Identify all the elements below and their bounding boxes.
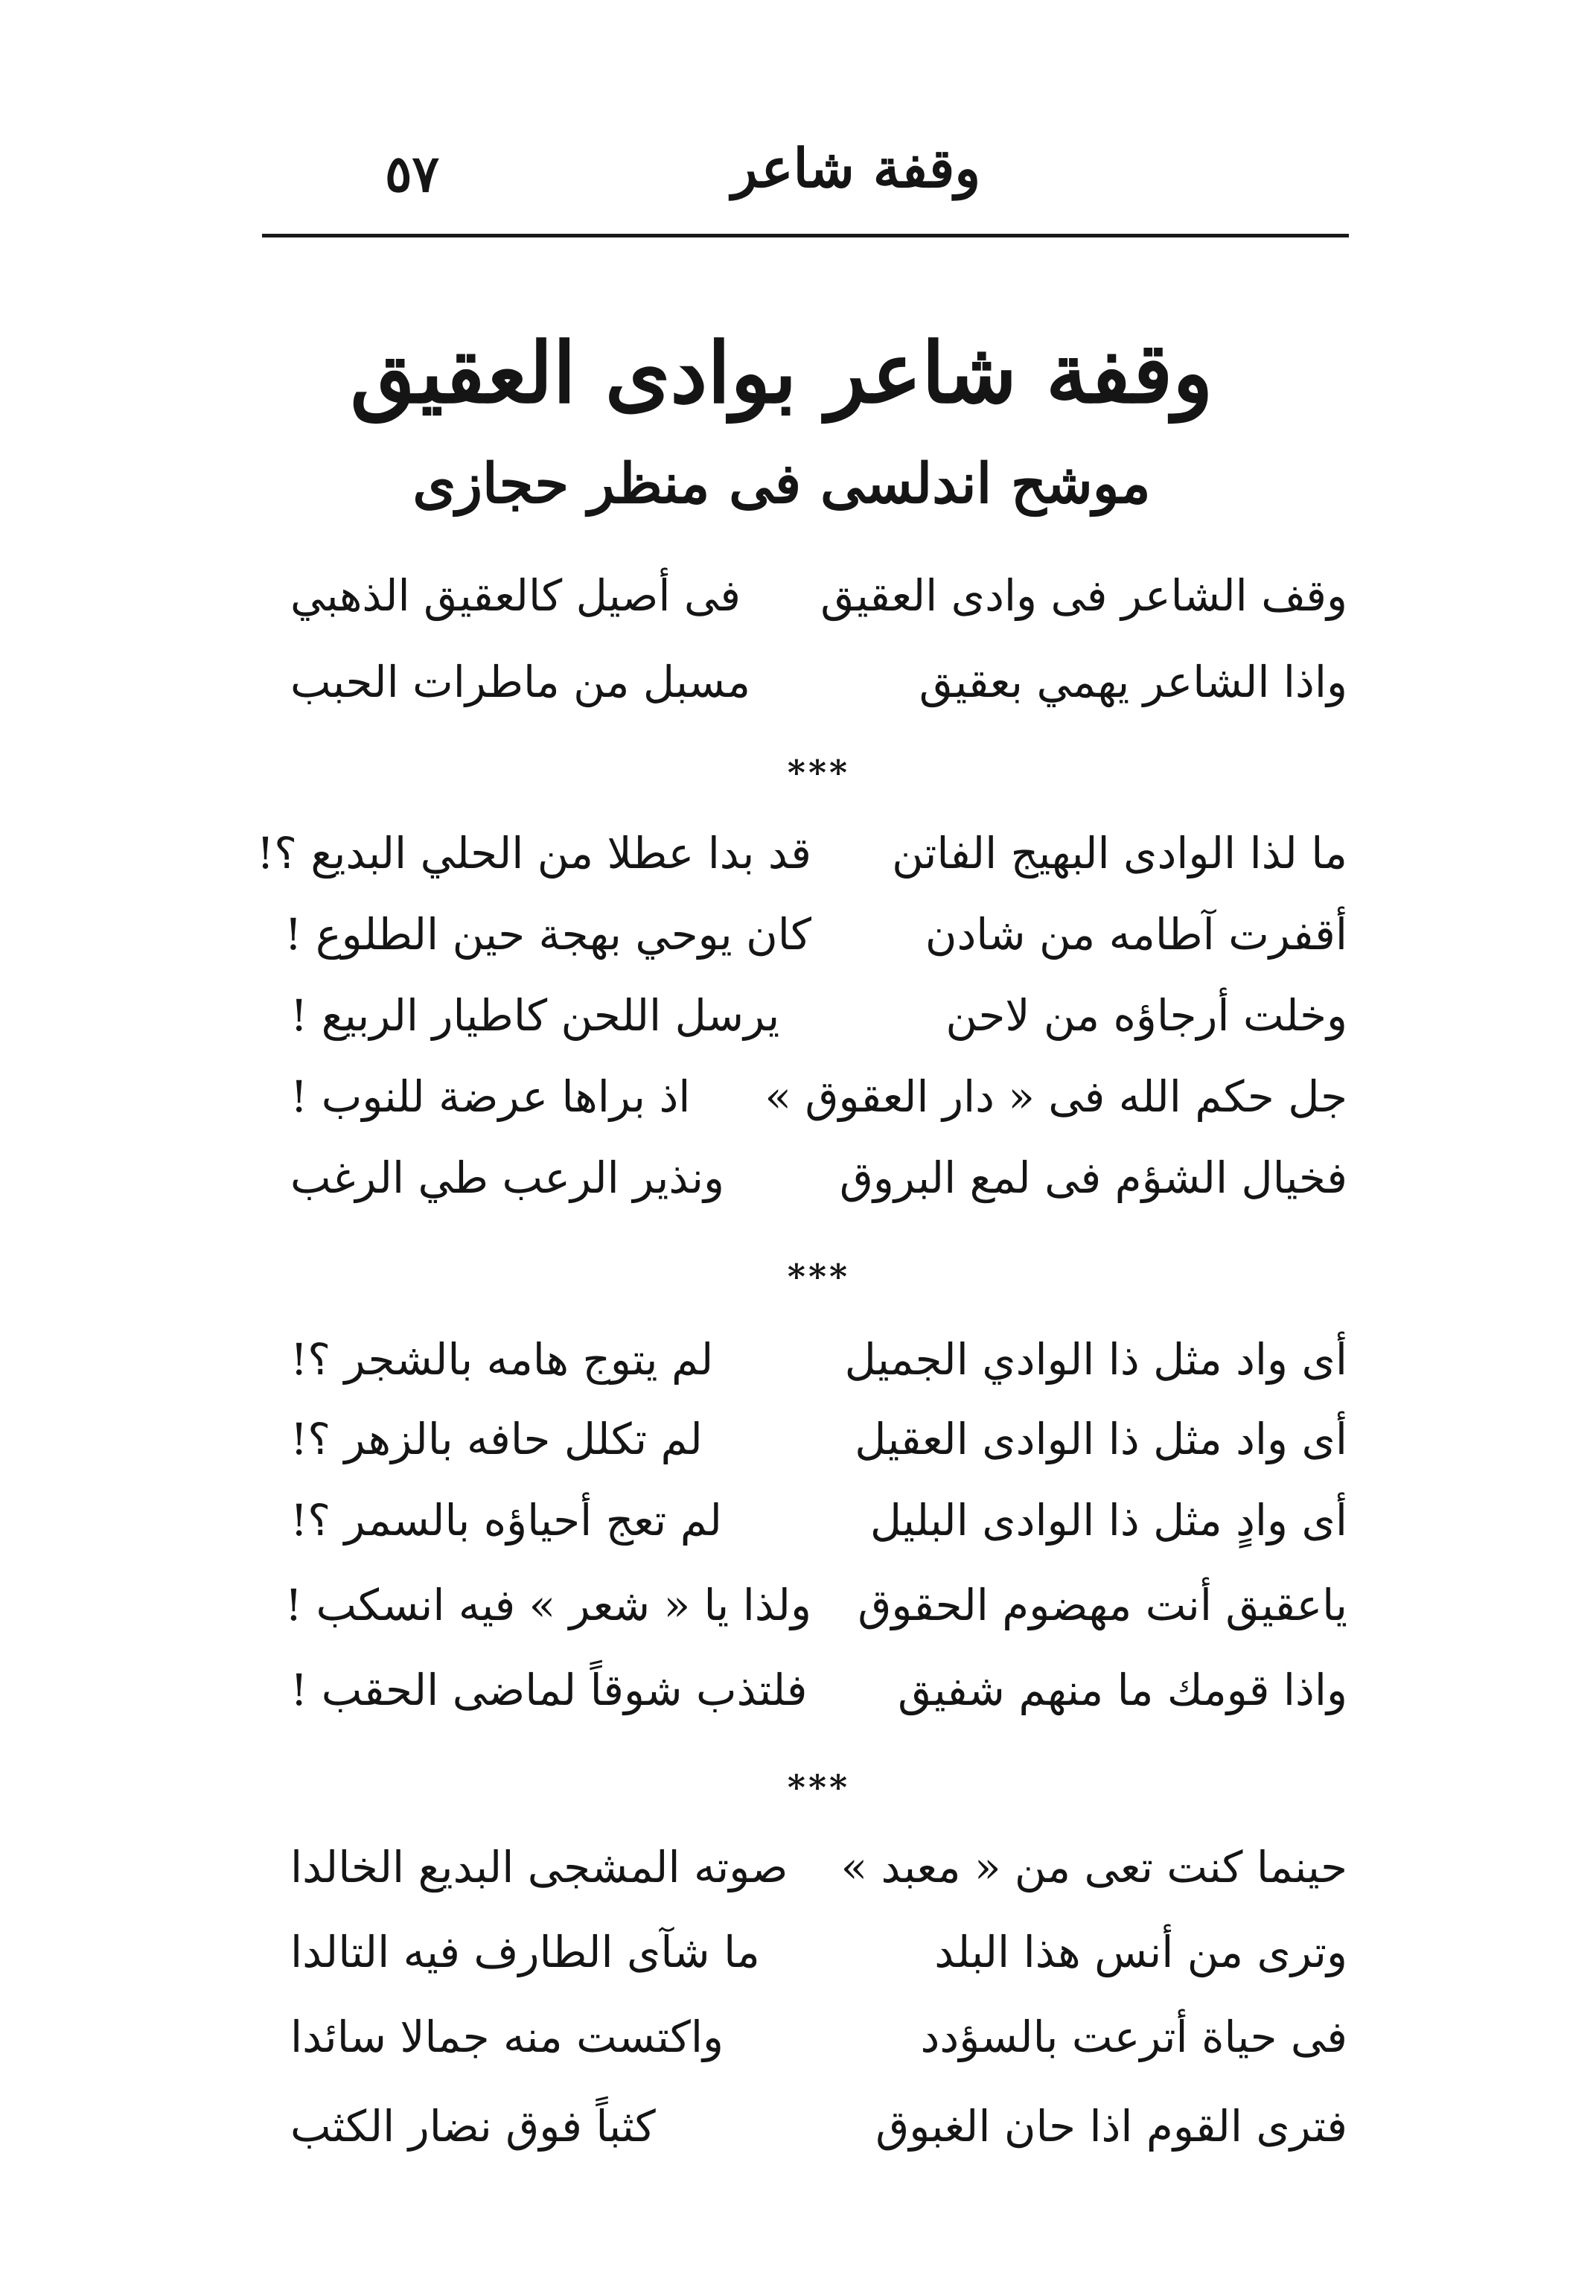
hemistich-left: قد بدا عطلا من الحلي البديع ؟! — [256, 828, 811, 878]
hemistich-right: واذا الشاعر يهمي بعقيق — [919, 657, 1347, 707]
verse-line — [290, 1061, 1347, 1132]
hemistich-right: فخيال الشؤم فى لمع البروق — [839, 1152, 1347, 1203]
hemistich-left: لم يتوج هامه بالشجر ؟! — [290, 1334, 714, 1385]
verse-line — [290, 2001, 1347, 2073]
hemistich-left: فى أصيل كالعقيق الذهبي — [290, 570, 741, 621]
hemistich-left: ونذير الرعب طي الرغب — [290, 1152, 724, 1203]
hemistich-right: فى حياة أترعت بالسؤدد — [920, 2012, 1347, 2062]
stanza-separator: *** — [787, 1257, 851, 1297]
hemistich-left: مسبل من ماطرات الحبب — [290, 657, 751, 707]
page-number: ٥٧ — [384, 144, 439, 204]
verse-line — [290, 1324, 1347, 1395]
hemistich-right: واذا قومك ما منهم شفيق — [898, 1665, 1347, 1715]
hemistich-left: صوته المشجى البديع الخالدا — [290, 1842, 788, 1892]
hemistich-left: واكتست منه جمالا سائدا — [290, 2012, 724, 2062]
verse-line — [290, 646, 1347, 718]
stanza-separator: *** — [787, 753, 851, 793]
hemistich-left: ما شآى الطارف فيه التالدا — [290, 1927, 760, 1977]
hemistich-left: اذ براها عرضة للنوب ! — [290, 1071, 691, 1122]
hemistich-right: ياعقيق أنت مهضوم الحقوق — [858, 1580, 1347, 1630]
hemistich-right: فترى القوم اذا حان الغبوق — [875, 2101, 1347, 2152]
hemistich-right: جل حكم الله فى « دار العقوق » — [765, 1071, 1347, 1122]
stanza-separator: *** — [787, 1767, 851, 1808]
verse-line — [290, 1485, 1347, 1556]
hemistich-right: أى وادٍ مثل ذا الوادى البليل — [869, 1495, 1347, 1546]
hemistich-right: أى واد مثل ذا الوادى العقيل — [855, 1414, 1347, 1464]
hemistich-right: وخلت أرجاؤه من لاحن — [945, 990, 1347, 1041]
verse-line — [256, 817, 1347, 889]
hemistich-right: وترى من أنس هذا البلد — [934, 1927, 1347, 1977]
verse-line — [290, 980, 1347, 1051]
hemistich-left: فلتذب شوقاً لماضى الحقب ! — [290, 1665, 808, 1715]
hemistich-left: لم تعج أحياؤه بالسمر ؟! — [290, 1495, 722, 1546]
hemistich-left: كان يوحي بهجة حين الطلوع ! — [284, 909, 811, 960]
verse-line — [290, 1403, 1347, 1475]
verse-line — [290, 2091, 1347, 2162]
verse-line — [290, 1142, 1347, 1214]
hemistich-left: ولذا يا « شعر » فيه انسكب ! — [284, 1580, 811, 1630]
verse-line — [290, 1654, 1347, 1726]
verse-line — [284, 1569, 1347, 1641]
verse-line — [290, 1916, 1347, 1988]
poem-subtitle: موشح اندلسى فى منظر حجازى — [412, 452, 1151, 516]
verse-line — [284, 899, 1347, 970]
hemistich-left: لم تكلل حافه بالزهر ؟! — [290, 1414, 703, 1464]
running-head: وقفة شاعر — [731, 136, 981, 200]
hemistich-right: أى واد مثل ذا الوادي الجميل — [844, 1334, 1347, 1385]
verse-line — [290, 560, 1347, 631]
hemistich-right: حينما كنت تعى من « معبد » — [840, 1842, 1347, 1892]
poem-title: وقفة شاعر بوادى العقيق — [350, 325, 1213, 422]
hemistich-right: ما لذا الوادى البهيج الفاتن — [892, 828, 1347, 878]
hemistich-left: يرسل اللحن كاطيار الربيع ! — [290, 990, 780, 1041]
hemistich-right: أقفرت آطامه من شادن — [925, 909, 1347, 960]
hemistich-right: وقف الشاعر فى وادى العقيق — [820, 570, 1347, 621]
verse-line — [290, 1831, 1347, 1903]
hemistich-left: كثباً فوق نضار الكثب — [290, 2101, 656, 2152]
